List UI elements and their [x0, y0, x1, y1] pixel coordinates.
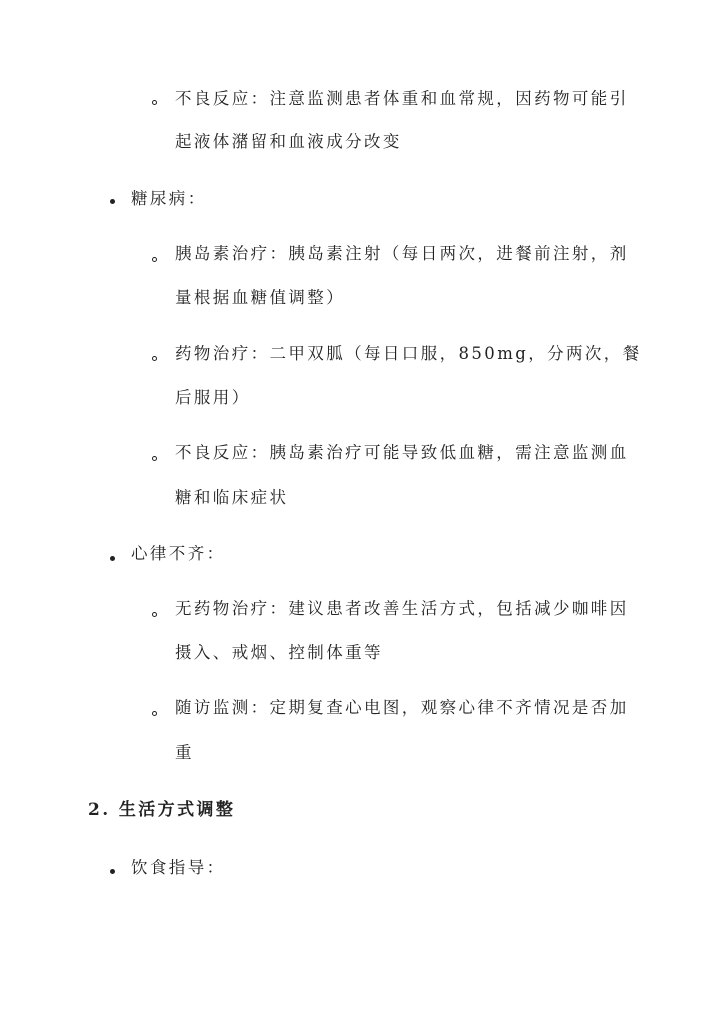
bullet-icon: [110, 199, 115, 204]
sub-bullet-icon: [152, 711, 157, 716]
insulin-therapy-line1: 胰岛素治疗：胰岛素注射（每日两次，进餐前注射，剂: [175, 244, 629, 263]
sub-bullet-icon: [152, 456, 157, 461]
adverse-reaction-diabetes-line1: 不良反应：胰岛素治疗可能导致低血糖，需注意监测血: [175, 443, 629, 462]
adverse-reaction-text-line2: 起液体潴留和血液成分改变: [175, 132, 402, 151]
adverse-reaction-diabetes-line2: 糖和临床症状: [175, 488, 289, 507]
bullet-icon: [110, 869, 115, 874]
arrhythmia-heading: 心律不齐：: [131, 544, 226, 563]
insulin-therapy-line2: 量根据血糖值调整）: [175, 288, 346, 307]
drug-therapy-line1: 药物治疗：二甲双胍（每日口服，850mg，分两次，餐: [175, 344, 642, 363]
sub-bullet-icon: [152, 612, 157, 617]
bullet-icon: [110, 556, 115, 561]
diet-guidance-heading: 饮食指导：: [131, 858, 226, 877]
sub-bullet-icon: [152, 257, 157, 262]
adverse-reaction-text-line1: 不良反应：注意监测患者体重和血常规，因药物可能引: [175, 89, 629, 108]
diabetes-heading: 糖尿病：: [131, 189, 207, 208]
non-drug-therapy-line1: 无药物治疗：建议患者改善生活方式，包括减少咖啡因: [175, 599, 629, 618]
sub-bullet-icon: [152, 356, 157, 361]
drug-therapy-line2: 后服用）: [175, 388, 251, 407]
non-drug-therapy-line2: 摄入、戒烟、控制体重等: [175, 643, 383, 662]
follow-up-monitoring-line1: 随访监测：定期复查心电图，观察心律不齐情况是否加: [175, 698, 629, 717]
sub-bullet-icon: [152, 100, 157, 105]
follow-up-monitoring-line2: 重: [175, 743, 194, 762]
section-heading: 2. 生活方式调整: [88, 800, 236, 820]
